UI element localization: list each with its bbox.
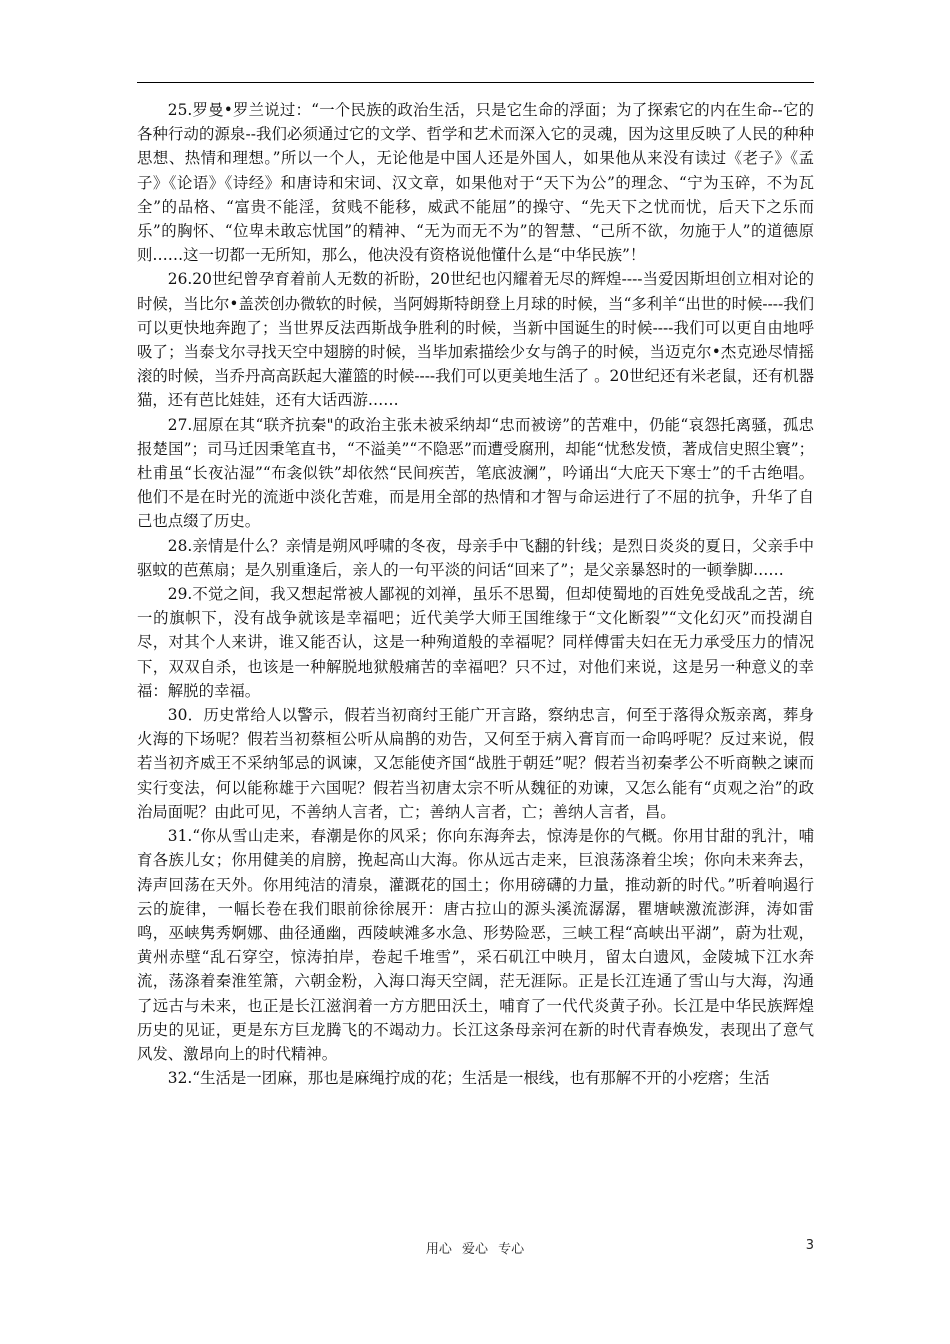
page-number: 3 [805,1238,814,1253]
paragraph-27: 27.屈原在其“联齐抗秦"的政治主张未被采纳却“忠而被谤”的苦难中，仍能“哀怨托离骚，孤忠报楚国”；司马迁因秉笔直书，“不溢美”“不隐恶”而遭受腐刑，却能“忧愁发愤，著成信史照尘寰”；杜甫虽“长夜沾湿”“布衾似铁”却依然“民间疾苦，笔底波澜”，吟诵出“大庇天下寒士”的千古绝唱。他们不是在时光的流逝中淡化苦难，而是用全部的热情和才智与命运进行了不屈的抗争，升华了自己也点缀了历史。 [137,415,814,531]
paragraph-29: 29.不觉之间，我又想起常被人鄙视的刘禅，虽乐不思蜀，但却使蜀地的百姓免受战乱之苦，统一的旗帜下，没有战争就该是幸福吧；近代美学大师王国维缘于“文化断裂”“文化幻灭”而投湖自尽，对其个人来讲，谁又能否认，这是一种殉道般的幸福呢？同样傅雷夫妇在无力承受压力的情况下，双双自杀，也该是一种解脱地狱般痛苦的幸福吧？只不过，对他们来说，这是另一种意义的幸福：解脱的幸福。 [137,585,814,700]
header-rule [137,82,814,83]
paragraph-28: 28.亲情是什么？亲情是朔风呼啸的冬夜，母亲手中飞翻的针线；是烈日炎炎的夏日，父亲手中驱蚊的芭蕉扇；是久别重逢后，亲人的一句平淡的问话“回来了”；是父亲暴怒时的一顿拳脚…… [137,536,814,579]
paragraph-25: 25.罗曼•罗兰说过：“一个民族的政治生活，只是它生命的浮面；为了探索它的内在生命--它的各种行动的源泉--我们必须通过它的文学、哲学和艺术而深入它的灵魂，因为这里反映了人民的种种思想、热情和理想。”所以一个人，无论他是中国人还是外国人，如果他从来没有读过《老子》《孟子》《论语》《诗经》和唐诗和宋词、汉文章，如果他对于“天下为公”的理念、“宁为玉碎，不为瓦全”的品格、“富贵不能淫，贫贱不能移，威武不能屈”的操守、“先天下之忧而忧，后天下之乐而乐”的胸怀、“位卑未敢忘忧国”的精神、“无为而无不为”的智慧、“己所不欲，勿施于人”的道德原则……这一切都一无所知，那么，他决没有资格说他懂什么是“中华民族”！ [137,101,814,265]
paragraph-26: 26.20世纪曾孕育着前人无数的祈盼，20世纪也闪耀着无尽的辉煌----当爱因斯坦创立相对论的时候，当比尔•盖茨创办微软的时候，当阿姆斯特朗登上月球的时候，当“多利羊“出世的时候----我们可以更快地奔跑了；当世界反法西斯战争胜利的时候，当新中国诞生的时候----我们可以更自由地呼吸了；当泰戈尔寻找天空中翅膀的时候，当毕加索描绘少女与鸽子的时候，当迈克尔•杰克逊尽情摇滚的时候，当乔丹高高跃起大灌篮的时候----我们可以更美地生活了 。20世纪还有米老鼠，还有机器猫，还有芭比娃娃，还有大话西游…… [137,270,814,410]
footer-slogan: 用心 爱心 专心 [425,1242,525,1257]
paragraph-31: 31.“你从雪山走来，春潮是你的风采；你向东海奔去，惊涛是你的气概。你用甘甜的乳汁，哺育各族儿女；你用健美的肩膀，挽起高山大海。你从远古走来，巨浪荡涤着尘埃；你向未来奔去，涛声回荡在天外。你用纯洁的清泉，灌溉花的国土；你用磅礴的力量，推动新的时代。”听着响遏行云的旋律，一幅长卷在我们眼前徐徐展开：唐古拉山的源头溪流潺潺，瞿塘峡激流澎湃，涛如雷鸣，巫峡隽秀婀娜、曲径通幽，西陵峡滩多水急、形势险恶，三峡工程“高峡出平湖”，蔚为壮观，黄州赤壁“乱石穿空，惊涛拍岸，卷起千堆雪”，采石矶江中映月，留太白遗风，金陵城下江水奔流，荡涤着秦淮笙箫，六朝金粉，入海口海天空阔，茫无涯际。正是长江连通了雪山与大海，沟通了远古与未来，也正是长江滋润着一方方肥田沃土，哺育了一代代炎黄子孙。长江是中华民族辉煌历史的见证，更是东方巨龙腾飞的不竭动力。长江这条母亲河在新的时代青春焕发，表现出了意气风发、激昂向上的时代精神。 [137,827,814,1063]
paragraph-30: 30．历史常给人以警示，假若当初商纣王能广开言路，察纳忠言，何至于落得众叛亲离，葬身火海的下场呢？假若当初蔡桓公听从扁鹊的劝告，又何至于病入膏肓而一命呜呼呢？反过来说，假若当初齐威王不采纳邹忌的讽谏，又怎能使齐国“战胜于朝廷”呢？假若当初秦孝公不听商鞅之谏而实行变法，何以能称雄于六国呢？假若当初唐太宗不听从魏征的劝谏，又怎么能有“贞观之治”的政治局面呢？由此可见，不善纳人言者，亡；善纳人言者，亡；善纳人言者，昌。 [137,706,814,821]
paragraph-32: 32.“生活是一团麻，那也是麻绳拧成的花；生活是一根线，也有那解不开的小疙瘩；生活 [167,1069,770,1088]
document-body [137,98,814,1090]
